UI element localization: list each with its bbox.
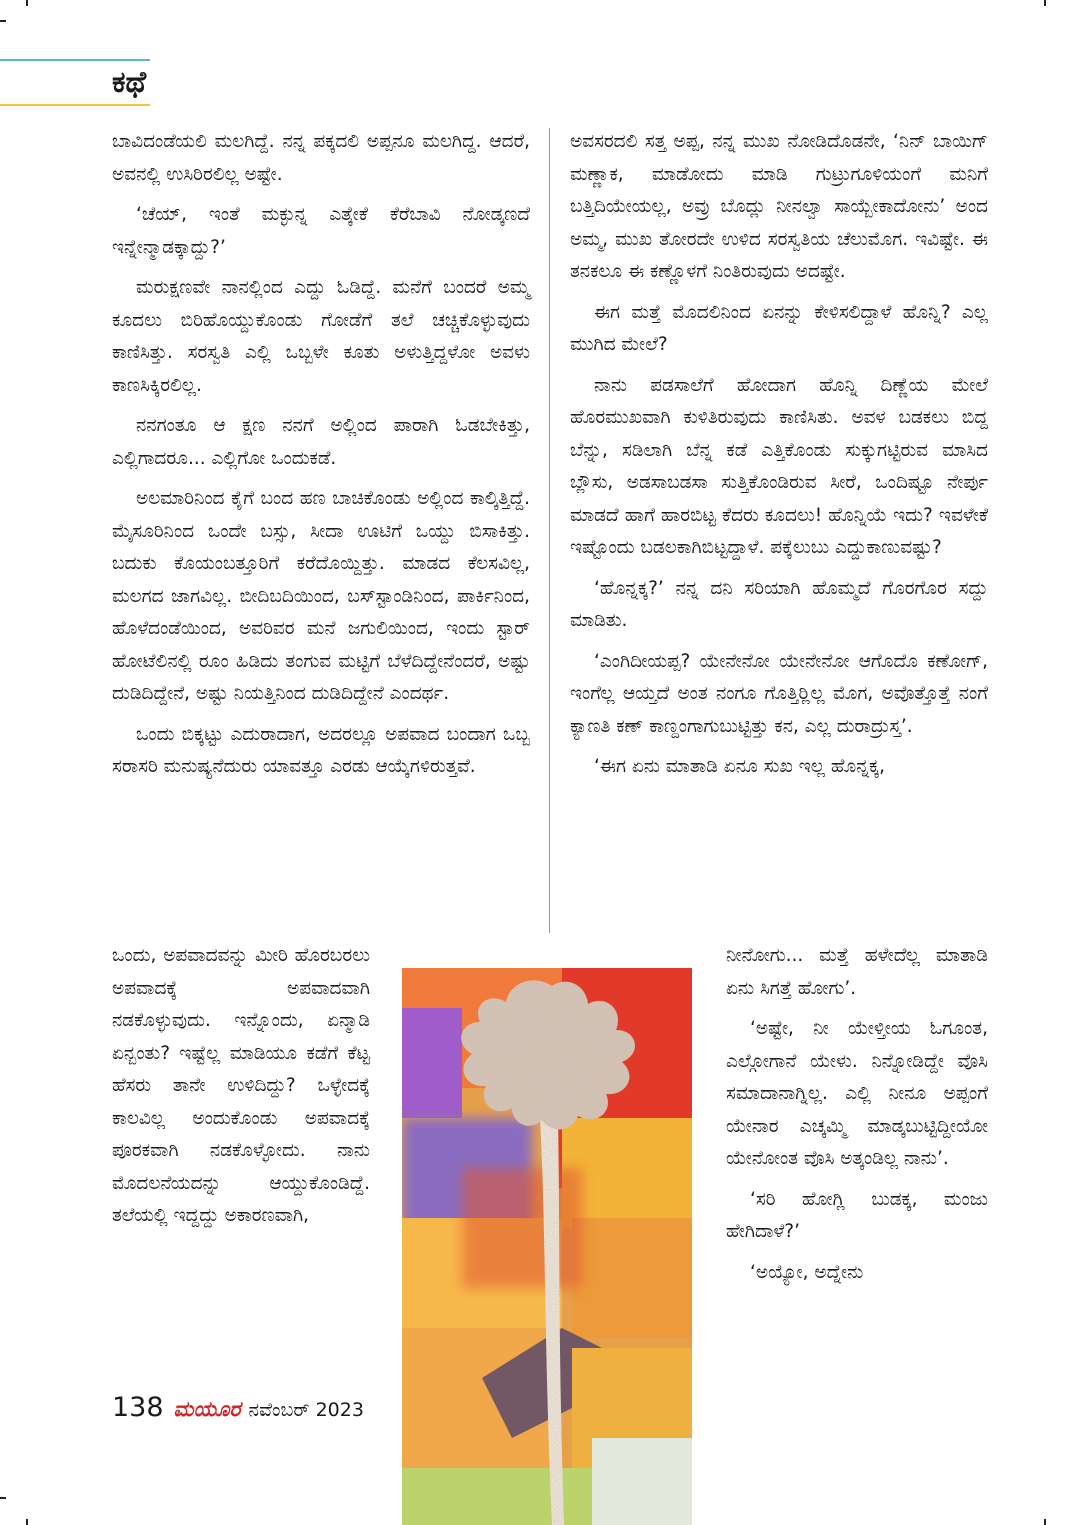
paragraph: ‘ಈಗ ಏನು ಮಾತಾಡಿ ಏನೂ ಸುಖ ಇಲ್ಲ ಹೊನ್ನಕ್ಕ, <box>594 756 885 777</box>
article-column-left <box>112 126 530 792</box>
paragraph: ನನಗಂತೂ ಆ ಕ್ಷಣ ನನಗೆ ಅಲ್ಲಿಂದ ಪಾರಾಗಿ ಓಡಬೇಕಿತ್ತು, ಎಲ್ಲಿಗಾದರೂ... ಎಲ್ಲಿಗೋ ಒಂದುಕಡೆ. <box>112 415 530 469</box>
paragraph: ‘ಅಯ್ಯೋ, ಅದ್ನೇನು <box>750 1261 864 1283</box>
paragraph: ನೀನೋಗು... ಮತ್ತೆ ಹಳೇದೆಲ್ಲ ಮಾತಾಡಿ ಏನು ಸಿಗತ್ತೆ ಹೋಗು’. <box>726 945 988 999</box>
paragraph: ‘ಎಂಗಿದೀಯಪ್ಪ? ಯೇನೇನೋ ಯೇನೇನೋ ಆಗೊದೊ ಕಣೋಗ್, ಇಂಗೆಲ್ಲ ಆಯ್ತದೆ ಅಂತ ನಂಗೂ ಗೊತ್ತಿರ್‍ಲಿಲ್ಲ ಮೊಗ, ಅವೊತ್ತೊತ್ತೆ ನಂಗೆ ಕ್ಯಾಣತಿ ಕಣ್ ಕಾಣ್ದಂಗಾಗುಬುಟ್ಟಿತ್ತು ಕನ, ಎಲ್ಲ ದುರಾದ್ರುಸ್ತ’. <box>570 650 988 737</box>
crop-mark <box>0 1497 6 1499</box>
paragraph: ‘ಚೆಯ್, ಇಂತೆ ಮಕ್ಳುನ್ನ ಎತ್ಕೇಕೆ ಕೆರೆಬಾವಿ ನೋಡ್ಕಣದೆ ಇನ್ನೇನ್ಮಾಡಕ್ಕಾದ್ದು?’ <box>112 204 530 258</box>
crop-mark <box>26 1519 28 1525</box>
paragraph: ನಾನು ಪಡಸಾಲೆಗೆ ಹೋದಾಗ ಹೊನ್ನಿ ದಿಣ್ಣೆಯ ಮೇಲೆ ಹೊರಮುಖವಾಗಿ ಕುಳಿತಿರುವುದು ಕಾಣಿಸಿತು. ಅವಳ ಬಡಕಲು ಬಿದ್ದ ಬೆನ್ನು, ಸಡಿಲಾಗಿ ಬೆನ್ನ ಕಡೆ ಎತ್ತಿಕೊಂಡು ಸುಕ್ಕುಗಟ್ಟಿರುವ ಮಾಸಿದ ಬ್ಲೌಸು, ಅಡಸಾಬಡಸಾ ಸುತ್ತಿಕೊಂಡಿರುವ ಸೀರೆ, ಒಂದಿಷ್ಟೂ ನೇರ್ಪು ಮಾಡದೆ ಹಾಗೆ ಹಾರಬಿಟ್ಟ ಕೆದರು ಕೂದಲು! ಹೊನ್ನಿಯೆ ಇದು? ಇವಳೇಕೆ ಇಷ್ಟೊಂದು ಬಡಲಕಾಗಿಬಿಟ್ಟದ್ದಾಳೆ. ಪಕ್ಕೆಲುಬು ಎದ್ದುಕಾಣುವಷ್ಟು? <box>570 374 988 558</box>
page-number: 138 <box>112 1392 164 1423</box>
crop-mark <box>0 20 6 22</box>
magazine-logo: ಮಯೂರ <box>173 1397 241 1421</box>
header-rule-bottom <box>0 104 150 106</box>
paragraph: ಒಂದು, ಅಪವಾದವನ್ನು ಮೀರಿ ಹೊರಬರಲು ಅಪವಾದಕ್ಕೆ ಅಪವಾದವಾಗಿ ನಡಕೊಳ್ಳುವುದು. ಇನ್ನೊಂದು, ಏನ್ಮಾಡಿ ಏನ್ಬಂತು? ಇಷ್ಟೆಲ್ಲ ಮಾಡಿಯೂ ಕಡೆಗೆ ಕೆಟ್ಟ ಹೆಸರು ತಾನೇ ಉಳಿದಿದ್ದು? ಒಳ್ಳೇದಕ್ಕೆ ಕಾಲವಿಲ್ಲ ಅಂದುಕೊಂಡು ಅಪವಾದಕ್ಕೆ ಪೂರಕವಾಗಿ ನಡಕೊಳ್ಳೋದು. ನಾನು ಮೊದಲನೆಯದನ್ನು ಆಯ್ದುಕೊಂಡಿದ್ದೆ. ತಲೆಯಲ್ಲಿ ಇದ್ದದ್ದು ಅಕಾರಣವಾಗಿ, <box>112 945 370 1226</box>
paragraph: ಈಗ ಮತ್ತೆ ಮೊದಲಿನಿಂದ ಏನನ್ನು ಕೇಳಿಸಲಿದ್ದಾಳೆ ಹೊನ್ನಿ? ಎಲ್ಲ ಮುಗಿದ ಮೇಲೆ? <box>570 301 988 355</box>
section-title: ಕಥೆ <box>112 65 147 100</box>
crop-mark <box>1044 1519 1046 1525</box>
crop-mark <box>26 0 28 6</box>
paragraph: ಮರುಕ್ಷಣವೇ ನಾನಲ್ಲಿಂದ ಎದ್ದು ಓಡಿದ್ದೆ. ಮನೆಗೆ ಬಂದರೆ ಅಮ್ಮ ಕೂದಲು ಬಿರಿಹೊಯ್ದುಕೊಂಡು ಗೋಡೆಗೆ ತಲೆ ಚಚ್ಚಿಕೊಳ್ಳುವುದು ಕಾಣಿಸಿತ್ತು. ಸರಸ್ವತಿ ಎಲ್ಲಿ ಒಬ್ಬಳೇ ಕೂತು ಅಳುತ್ತಿದ್ದಳೋ ಅವಳು ಕಾಣಸಿಕ್ಕಿರಲಿಲ್ಲ. <box>112 277 530 396</box>
paragraph: ಅವಸರದಲಿ ಸತ್ತ ಅಪ್ಪ, ನನ್ನ ಮುಖ ನೋಡಿದೊಡನೇ, ‘ನಿನ್ ಬಾಯಿಗ್ ಮಣ್ಣಾಕ, ಮಾಡೋದು ಮಾಡಿ ಗುಟ್ರುಗೂಳಿಯಂಗೆ ಮನಿಗೆ ಬತ್ತಿದಿಯೇಯಲ್ಲ, ಅವ್ರು ಬೊದ್ಲು ನೀನಲ್ವಾ ಸಾಯ್ಬೇಕಾದೋನು’ ಅಂದ ಅಮ್ಮ, ಮುಖ ತೋರದೇ ಉಳಿದ ಸರಸ್ವತಿಯ ಚೆಲುಮೊಗ. ಇವಿಷ್ಟೇ. ಈ ತನಕಲೂ ಈ ಕಣ್ಣೊಳಗೆ ನಿಂತಿರುವುದು ಅದಷ್ಟೇ. <box>570 131 988 282</box>
crop-mark <box>1044 0 1046 6</box>
paragraph: ‘ಅಷ್ಟೇ, ನೀ ಯೇಳ್ತೀಯ ಓಗೂಂತ, ಎಲ್ಗೋಗಾನೆ ಯೇಳು. ನಿನ್ನೋಡಿದ್ದೇ ವೊಸಿ ಸಮಾದಾನಾಗ್ನಿಲ್ಲ. ಎಲ್ಲಿ ನೀನೂ ಅಪ್ಪಂಗೆ ಯೇನಾರ ಎಚ್ಕಮ್ಮಿ ಮಾಡ್ಕಬುಟ್ಟಿದ್ದೀಯೋ ಯೇನೋಂತ ವೊಸಿ ಅತ್ಕಂಡಿಲ್ಲ ನಾನು’. <box>726 1018 988 1169</box>
article-column-narrow-left <box>112 940 370 1241</box>
header-rule-top <box>0 59 150 61</box>
article-column-narrow-right <box>726 940 988 1297</box>
story-illustration <box>402 968 692 1525</box>
paragraph: ‘ಹೊನ್ನಕ್ಕ?’ ನನ್ನ ದನಿ ಸರಿಯಾಗಿ ಹೊಮ್ಮದೆ ಗೊರಗೊರ ಸದ್ದು ಮಾಡಿತು. <box>570 577 988 631</box>
paragraph: ಬಾವಿದಂಡೆಯಲಿ ಮಲಗಿದ್ದೆ. ನನ್ನ ಪಕ್ಕದಲಿ ಅಪ್ಪನೂ ಮಲಗಿದ್ದ. ಆದರೆ, ಅವನಲ್ಲಿ ಉಸಿರಿರಲಿಲ್ಲ ಅಷ್ಟೇ. <box>112 131 530 185</box>
issue-date: ನವೆಂಬರ್ 2023 <box>248 1399 364 1421</box>
article-column-right <box>570 126 988 792</box>
paragraph: ಅಲಮಾರಿನಿಂದ ಕೈಗೆ ಬಂದ ಹಣ ಬಾಚಿಕೊಂಡು ಅಲ್ಲಿಂದ ಕಾಲ್ಕಿತ್ತಿದ್ದೆ. ಮೈಸೂರಿನಿಂದ ಒಂದೇ ಬಸ್ಸು, ಸೀದಾ ಊಟಿಗೆ ಒಯ್ದು ಬಿಸಾಕಿತ್ತು. ಬದುಕು ಕೊಯಂಬತ್ತೂರಿಗೆ ಕರೆದೊಯ್ದಿತ್ತು. ಮಾಡದ ಕೆಲಸವಿಲ್ಲ, ಮಲಗದ ಜಾಗವಿಲ್ಲ. ಬೀದಿಬದಿಯಿಂದ, ಬಸ್‌ಸ್ಟಾಂಡಿನಿಂದ, ಪಾರ್ಕಿನಿಂದ, ಹೊಳೆದಂಡೆಯಿಂದ, ಅವರಿವರ ಮನೆ ಜಗುಲಿಯಿಂದ, ಇಂದು ಸ್ಟಾರ್ ಹೋಟೆಲಿನಲ್ಲಿ ರೂಂ ಹಿಡಿದು ತಂಗುವ ಮಟ್ಟಿಗೆ ಬೆಳೆದಿದ್ದೇನೆಂದರೆ, ಅಷ್ಟು ದುಡಿದಿದ್ದೇನೆ, ಅಷ್ಟು ನಿಯತ್ತಿನಿಂದ ದುಡಿದಿದ್ದೇನೆ ಎಂದರ್ಥ. <box>112 488 530 704</box>
page-footer <box>112 1392 364 1432</box>
paragraph: ‘ಸರಿ ಹೋಗ್ಲಿ ಬುಡಕ್ಕ, ಮಂಜು ಹೇಗಿದಾಳೆ?’ <box>726 1188 988 1242</box>
paragraph: ಒಂದು ಬಿಕ್ಕಟ್ಟು ಎದುರಾದಾಗ, ಅದರಲ್ಲೂ ಅಪವಾದ ಬಂದಾಗ ಒಬ್ಬ ಸರಾಸರಿ ಮನುಷ್ಯನೆದುರು ಯಾವತ್ತೂ ಎರಡು ಆಯ್ಕೆಗಳಿರುತ್ತವೆ. <box>112 723 530 777</box>
column-divider <box>549 128 550 933</box>
